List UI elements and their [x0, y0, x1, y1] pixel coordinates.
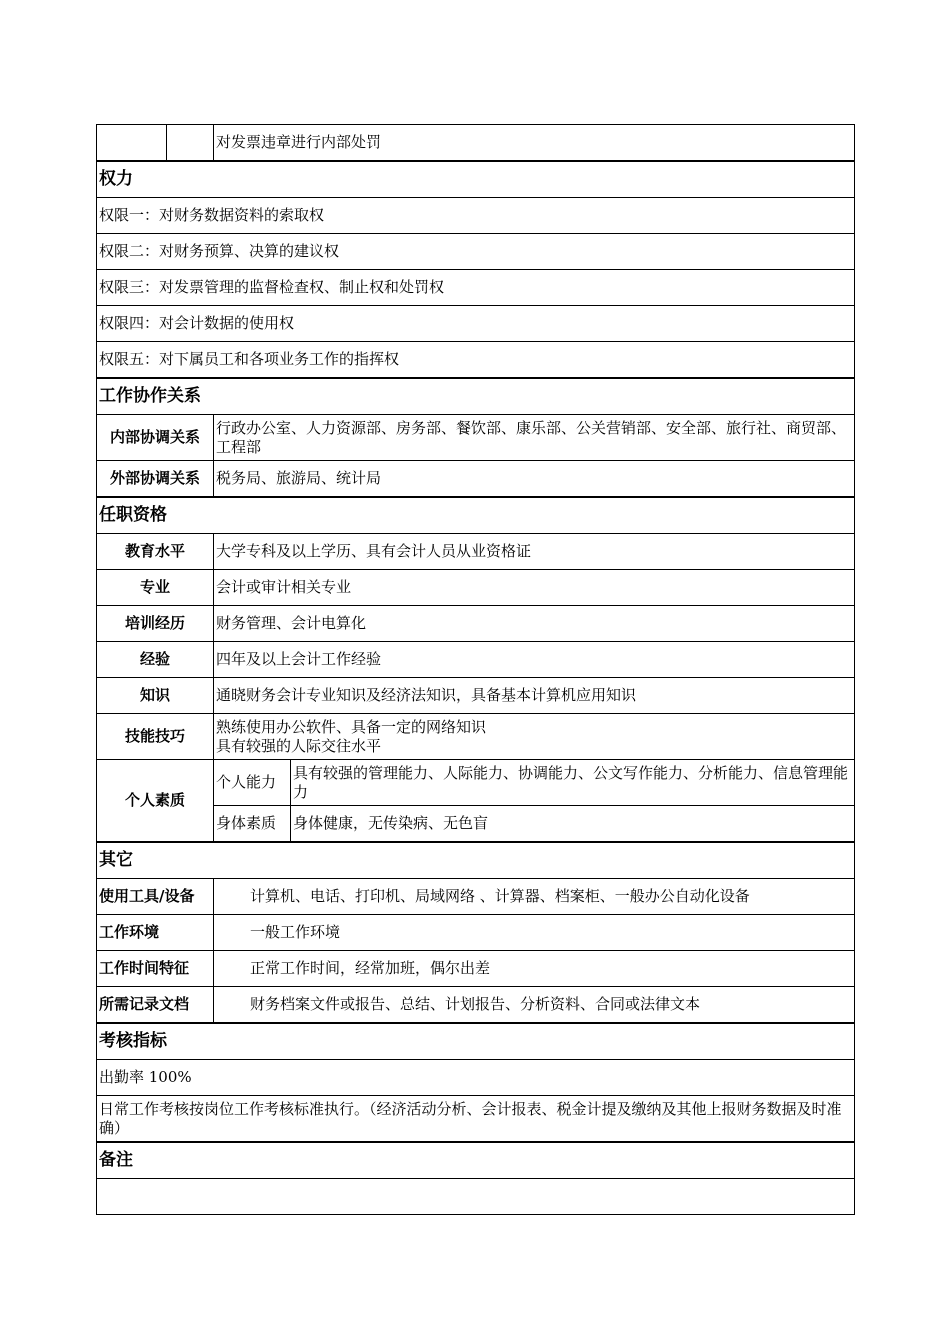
internal-coordination-value: 行政办公室、人力资源部、房务部、餐饮部、康乐部、公关营销部、安全部、旅行社、商贸部、工程部 — [214, 415, 855, 461]
authority-item-2: 权限二：对财务预算、决算的建议权 — [97, 234, 855, 270]
major-label: 专业 — [97, 570, 214, 606]
qualifications-section-header — [97, 497, 855, 534]
work-time-value: 正常工作时间，经常加班，偶尔出差 — [214, 951, 855, 987]
documents-row — [97, 987, 855, 1024]
authority-row — [97, 234, 855, 270]
personal-ability-row — [97, 760, 855, 806]
physical-value: 身体健康，无传染病、无色盲 — [291, 806, 855, 843]
top-row — [97, 125, 855, 162]
ability-label: 个人能力 — [214, 760, 291, 806]
authority-item-5: 权限五：对下属员工和各项业务工作的指挥权 — [97, 342, 855, 379]
skills-label: 技能技巧 — [97, 714, 214, 760]
experience-row — [97, 642, 855, 678]
authority-row — [97, 270, 855, 306]
remarks-row — [97, 1179, 855, 1215]
work-time-label: 工作时间特征 — [97, 951, 214, 987]
experience-value: 四年及以上会计工作经验 — [214, 642, 855, 678]
remarks-section-header — [97, 1142, 855, 1179]
environment-label: 工作环境 — [97, 915, 214, 951]
other-title: 其它 — [97, 842, 855, 879]
authority-item-3: 权限三：对发票管理的监督检查权、制止权和处罚权 — [97, 270, 855, 306]
documents-value: 财务档案文件或报告、总结、计划报告、分析资料、合同或法律文本 — [214, 987, 855, 1024]
training-value: 财务管理、会计电算化 — [214, 606, 855, 642]
knowledge-value: 通晓财务会计专业知识及经济法知识，具备基本计算机应用知识 — [214, 678, 855, 714]
assessment-title: 考核指标 — [97, 1023, 855, 1060]
major-value: 会计或审计相关专业 — [214, 570, 855, 606]
job-description-table — [96, 124, 855, 1215]
ability-value: 具有较强的管理能力、人际能力、协调能力、公文写作能力、分析能力、信息管理能力 — [291, 760, 855, 806]
authority-row — [97, 306, 855, 342]
job-description-sheet — [96, 124, 854, 1215]
tools-value: 计算机、电话、打印机、局域网络 、计算器、档案柜、一般办公自动化设备 — [214, 879, 855, 915]
external-coordination-value: 税务局、旅游局、统计局 — [214, 461, 855, 498]
top-row-text: 对发票违章进行内部处罚 — [214, 125, 855, 162]
qualifications-title: 任职资格 — [97, 497, 855, 534]
authority-section-header — [97, 161, 855, 198]
remarks-value — [97, 1179, 855, 1215]
authority-item-4: 权限四：对会计数据的使用权 — [97, 306, 855, 342]
cooperation-section-header — [97, 378, 855, 415]
cooperation-title: 工作协作关系 — [97, 378, 855, 415]
authority-row — [97, 342, 855, 379]
internal-coordination-label: 内部协调关系 — [97, 415, 214, 461]
attendance-value: 出勤率 100% — [97, 1060, 855, 1096]
environment-row — [97, 915, 855, 951]
education-row — [97, 534, 855, 570]
authority-item-1: 权限一：对财务数据资料的索取权 — [97, 198, 855, 234]
skills-line-2: 具有较强的人际交往水平 — [216, 736, 382, 755]
work-time-row — [97, 951, 855, 987]
documents-label: 所需记录文档 — [97, 987, 214, 1024]
skills-line-1: 熟练使用办公软件、具备一定的网络知识 — [216, 717, 487, 736]
tools-label: 使用工具/设备 — [97, 879, 214, 915]
skills-value — [214, 714, 855, 760]
personal-quality-label: 个人素质 — [97, 760, 214, 843]
knowledge-label: 知识 — [97, 678, 214, 714]
environment-value: 一般工作环境 — [214, 915, 855, 951]
assessment-section-header — [97, 1023, 855, 1060]
internal-coordination-row — [97, 415, 855, 461]
knowledge-row — [97, 678, 855, 714]
external-coordination-label: 外部协调关系 — [97, 461, 214, 498]
training-label: 培训经历 — [97, 606, 214, 642]
education-value: 大学专科及以上学历、具有会计人员从业资格证 — [214, 534, 855, 570]
training-row — [97, 606, 855, 642]
authority-title: 权力 — [97, 161, 855, 198]
routine-assessment-value: 日常工作考核按岗位工作考核标准执行。（经济活动分析、会计报表、税金计提及缴纳及其他上报财务数据及时准确） — [97, 1096, 855, 1143]
other-section-header — [97, 842, 855, 879]
major-row — [97, 570, 855, 606]
experience-label: 经验 — [97, 642, 214, 678]
remarks-title: 备注 — [97, 1142, 855, 1179]
top-row-empty-1 — [97, 125, 167, 162]
tools-row — [97, 879, 855, 915]
education-label: 教育水平 — [97, 534, 214, 570]
skills-row — [97, 714, 855, 760]
authority-row — [97, 198, 855, 234]
top-row-empty-2 — [167, 125, 214, 162]
attendance-row — [97, 1060, 855, 1096]
physical-label: 身体素质 — [214, 806, 291, 843]
routine-assessment-row — [97, 1096, 855, 1143]
external-coordination-row — [97, 461, 855, 498]
